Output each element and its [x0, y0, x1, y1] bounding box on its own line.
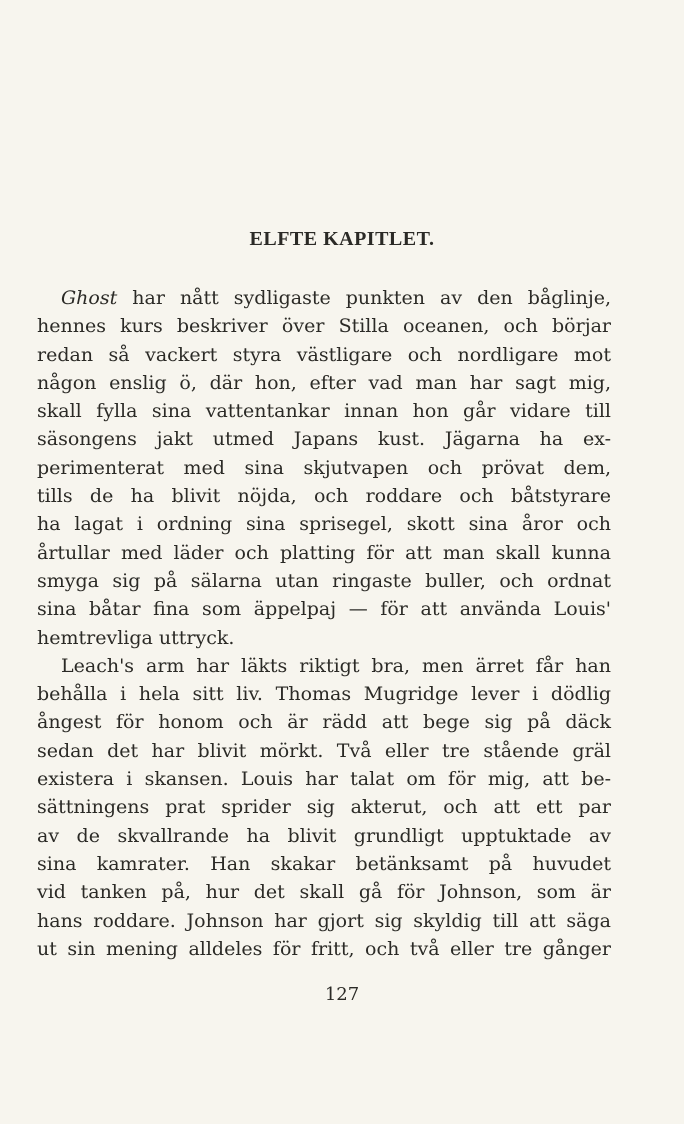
ship-name: Ghost	[61, 287, 118, 309]
text-line: behålla i hela sitt liv. Thomas Mugridge lever i dödlig	[37, 683, 611, 706]
text-line: vid tanken på, hur det skall gå för Johnson, som är	[37, 881, 611, 904]
text-line: ut sin mening alldeles för fritt, och två eller tre gånger	[37, 937, 611, 960]
text-line: sina båtar fina som äppelpaj — för att använda Louis'	[37, 598, 611, 621]
text-line: tills de ha blivit nöjda, och roddare och båtstyrare	[37, 485, 611, 508]
text-line: ha lagat i ordning sina sprisegel, skott sina åror och	[37, 513, 611, 536]
text-line: sina kamrater. Han skakar betänksamt på huvudet	[37, 852, 611, 875]
text-line: smyga sig på sälarna utan ringaste buller, och ordnat	[37, 569, 611, 592]
text-line: säsongens jakt utmed Japans kust. Jägarna ha ex-	[37, 428, 611, 451]
text-line: sättningens prat sprider sig akterut, och att ett par	[37, 796, 611, 819]
text-line: existera i skansen. Louis har talat om för mig, att be-	[37, 768, 611, 791]
text-line: Ghost har nått sydligaste punkten av den båglinje,	[61, 287, 611, 309]
text-line: hans roddare. Johnson har gjort sig skyldig till att säga	[37, 909, 611, 932]
text-line: ångest för honom och är rädd att bege sig på däck	[37, 711, 611, 734]
text-line: av de skvallrande ha blivit grundligt upptuktade av	[37, 824, 611, 847]
text-line: någon enslig ö, där hon, efter vad man har sagt mig,	[37, 371, 611, 394]
body-text	[37, 284, 611, 963]
text-line: hennes kurs beskriver över Stilla oceanen, och börjar	[37, 315, 611, 338]
chapter-title: ELFTE KAPITLET.	[249, 228, 435, 250]
text-line: årtullar med läder och platting för att man skall kunna	[37, 541, 611, 564]
page-number: 127	[324, 984, 360, 1005]
text-line: sedan det har blivit mörkt. Två eller tre stående gräl	[37, 739, 611, 762]
text-line: skall fylla sina vattentankar innan hon går vidare till	[37, 400, 611, 423]
text-line: hemtrevliga uttryck.	[37, 626, 235, 649]
text-line: redan så vackert styra västligare och nordligare mot	[37, 343, 611, 366]
text-line: Leach's arm har läkts riktigt bra, men ärret får han	[61, 654, 611, 677]
text-line: perimenterat med sina skjutvapen och prövat dem,	[37, 456, 611, 479]
